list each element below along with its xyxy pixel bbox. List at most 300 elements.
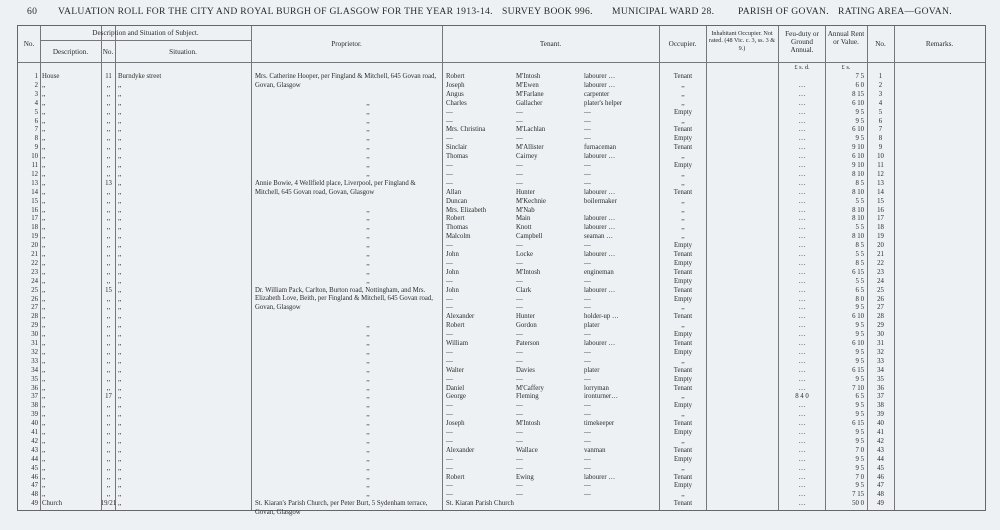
row-tenant-surname: Wallace [516, 446, 538, 454]
row-proprietor: ,, [366, 153, 370, 161]
col-description-group: Description and Situation of Subject. [92, 29, 199, 37]
row-feu-duty: … [798, 411, 806, 419]
row-no: 4 [34, 99, 38, 107]
row-occupier: ,, [681, 233, 685, 241]
row-feu-duty: … [798, 188, 806, 196]
row-tenant-surname: — [516, 357, 523, 365]
row-tenant-occupation: plater [584, 322, 600, 330]
row-tenant-occupation: — [584, 135, 591, 143]
row-tenant-surname: — [516, 162, 523, 169]
row-proprietor: ,, [366, 366, 370, 374]
row-no: 12 [31, 170, 38, 178]
row-no-right: 26 [877, 295, 884, 303]
row-feu-duty: … [798, 162, 806, 169]
row-tenant-first: — [446, 348, 453, 356]
row-tenant-surname: Cairney [516, 153, 538, 161]
survey-book: SURVEY BOOK 996. [502, 6, 593, 17]
row-no-right: 30 [877, 331, 884, 339]
row-occupier: Empty [673, 162, 693, 169]
row-tenant-first: — [446, 331, 453, 339]
row-situation: ,, [118, 402, 122, 410]
row-situation: ,, [118, 348, 122, 356]
row-tenant-surname: — [516, 170, 523, 178]
row-description: ,, [42, 322, 46, 330]
row-tenant-occupation: labourer … [584, 215, 616, 223]
row-number: ,, [106, 340, 111, 347]
row-no-right: 42 [877, 437, 884, 445]
row-no-right: 36 [877, 384, 884, 392]
row-proprietor: ,, [366, 215, 370, 223]
row-feu-duty: … [798, 331, 806, 339]
row-proprietor: ,, [366, 473, 370, 481]
row-number: ,, [106, 446, 111, 454]
row-tenant-occupation: — [584, 437, 591, 445]
row-number: ,, [106, 402, 111, 410]
row-annual-rent: 9 5 [855, 375, 864, 383]
row-description: ,, [42, 402, 46, 410]
row-situation: ,, [118, 286, 122, 294]
row-number: ,, [106, 108, 111, 116]
parish: PARISH OF GOVAN. [738, 6, 829, 17]
row-annual-rent: 7 0 [855, 473, 864, 481]
row-proprietor: ,, [366, 162, 370, 169]
row-occupier: Empty [673, 108, 693, 116]
row-tenant-first: St. Kiaran Parish Church [446, 500, 514, 508]
row-tenant-first: — [446, 402, 453, 410]
row-number: ,, [106, 277, 111, 285]
row-tenant-surname: M'Lachlan [516, 126, 546, 134]
row-tenant-surname: — [516, 411, 523, 419]
row-tenant-surname: Gordon [516, 322, 537, 330]
row-feu-duty: … [798, 304, 806, 312]
row-description: ,, [42, 259, 46, 267]
row-no-right: 18 [877, 224, 884, 232]
row-feu-duty: … [798, 81, 806, 89]
row-no-right: 15 [877, 197, 884, 205]
row-occupier: ,, [681, 437, 685, 445]
row-description: ,, [42, 242, 46, 250]
row-number: ,, [106, 90, 111, 98]
row-no-right: 39 [877, 411, 884, 419]
col-description: Description. [52, 48, 89, 56]
row-tenant-surname: — [516, 375, 523, 383]
row-number: ,, [106, 162, 111, 169]
row-no: 7 [34, 126, 38, 134]
row-tenant-surname: Clark [516, 286, 532, 294]
row-annual-rent: 5 5 [855, 197, 864, 205]
row-feu-duty: … [798, 153, 806, 161]
row-tenant-occupation: — [584, 455, 591, 463]
col-inhabitant: Inhabitant Occupier. Not rated. (48 Vic. c. 3, ss. 3 & 9.) [708, 30, 776, 52]
row-description: ,, [42, 375, 46, 383]
row-situation: ,, [118, 375, 122, 383]
row-no: 33 [31, 357, 38, 365]
col-annual-rent: Annual Rent or Value. [827, 30, 865, 46]
row-tenant-surname: — [516, 402, 523, 410]
row-number: ,, [106, 259, 111, 267]
row-description: ,, [42, 224, 46, 232]
row-no-right: 24 [877, 277, 884, 285]
row-situation: ,, [118, 420, 122, 428]
row-situation: ,, [118, 108, 122, 116]
col-remarks: Remarks. [925, 40, 954, 48]
row-situation: ,, [118, 268, 122, 276]
row-occupier: ,, [681, 464, 685, 472]
row-occupier: Tenant [673, 446, 693, 454]
row-occupier: Empty [673, 259, 693, 267]
row-annual-rent: 9 5 [855, 322, 864, 330]
row-annual-rent: 6 10 [852, 99, 864, 107]
row-feu-duty: … [798, 90, 806, 98]
row-feu-duty: … [798, 420, 806, 428]
row-tenant-occupation: — [584, 108, 591, 116]
row-occupier: ,, [681, 170, 685, 178]
row-no: 36 [31, 384, 38, 392]
row-tenant-first: — [446, 135, 453, 143]
row-no: 45 [31, 464, 38, 472]
row-description: ,, [42, 251, 46, 258]
row-no-right: 27 [877, 304, 884, 312]
row-proprietor: ,, [366, 126, 370, 134]
row-proprietor: ,, [366, 393, 370, 401]
row-description: ,, [42, 357, 46, 365]
row-no: 39 [31, 411, 38, 419]
row-tenant-first: Charles [446, 99, 467, 107]
row-description: ,, [42, 215, 46, 223]
row-tenant-first: John [446, 268, 459, 276]
row-annual-rent: 9 5 [855, 331, 864, 339]
row-number: ,, [106, 491, 111, 499]
row-occupier: Tenant [673, 73, 693, 80]
row-tenant-surname: M'Intosh [516, 420, 541, 428]
row-no-right: 2 [878, 81, 883, 89]
row-no: 28 [31, 313, 38, 321]
row-situation: ,, [118, 170, 122, 178]
row-situation: ,, [118, 162, 122, 169]
row-tenant-surname: — [516, 348, 523, 356]
row-tenant-surname: M'Nab [516, 206, 535, 214]
row-proprietor: ,, [366, 322, 370, 330]
row-situation: ,, [118, 179, 122, 187]
row-occupier: ,, [681, 99, 685, 107]
row-number: ,, [106, 153, 111, 161]
row-tenant-surname: M'Intosh [516, 73, 541, 80]
row-no: 13 [31, 179, 38, 187]
row-proprietor: ,, [366, 437, 370, 445]
row-number: 11 [105, 73, 112, 80]
row-description: ,, [42, 286, 46, 294]
row-situation: ,, [118, 411, 122, 419]
row-feu-duty: … [798, 482, 806, 490]
row-tenant-first: — [446, 179, 453, 187]
row-description: ,, [42, 126, 46, 134]
row-annual-rent: 8 10 [852, 170, 864, 178]
row-description: House [42, 73, 60, 80]
row-proprietor: ,, [366, 251, 370, 258]
row-tenant-first: Angus [446, 90, 464, 98]
row-annual-rent: 7 0 [855, 446, 864, 454]
row-occupier: ,, [681, 393, 685, 401]
proprietor-entry: St. Kiaran's Parish Church, per Peter Burt, 5 Sydenham terrace, Govan, Glasgow [255, 500, 428, 516]
row-tenant-occupation: labourer … [584, 224, 616, 232]
row-situation: ,, [118, 393, 122, 401]
row-number: ,, [106, 197, 111, 205]
row-description: ,, [42, 233, 46, 241]
row-number: 19/21 [100, 500, 117, 508]
row-tenant-occupation: lorryman [584, 384, 609, 392]
row-tenant-first: — [446, 259, 453, 267]
row-number: ,, [106, 135, 111, 143]
row-occupier: Empty [673, 295, 693, 303]
row-tenant-occupation: labourer … [584, 153, 616, 161]
row-annual-rent: 9 5 [855, 135, 864, 143]
col-proprietor: Proprietor. [331, 40, 362, 48]
row-situation: ,, [118, 251, 122, 258]
row-tenant-occupation: — [584, 375, 591, 383]
row-occupier: ,, [681, 153, 685, 161]
row-annual-rent: 6 0 [855, 81, 864, 89]
row-feu-duty: … [798, 135, 806, 143]
row-annual-rent: 6 5 [855, 393, 864, 401]
row-tenant-surname: — [516, 429, 523, 436]
row-occupier: Empty [673, 348, 693, 356]
row-proprietor: ,, [366, 348, 370, 356]
row-feu-duty: … [798, 259, 806, 267]
row-tenant-surname: — [516, 491, 523, 499]
row-tenant-first: — [446, 437, 453, 445]
row-number: ,, [106, 375, 111, 383]
row-no: 2 [34, 81, 38, 89]
row-feu-duty: … [798, 268, 806, 276]
row-feu-duty: … [798, 277, 806, 285]
row-annual-rent: 50 0 [852, 500, 864, 508]
valuation-table [17, 25, 986, 516]
row-tenant-occupation: labourer … [584, 473, 616, 481]
row-description: ,, [42, 206, 46, 214]
row-tenant-occupation: — [584, 464, 591, 472]
row-no-right: 1 [878, 73, 883, 80]
row-annual-rent: 9 5 [855, 348, 864, 356]
row-number: ,, [106, 126, 111, 134]
col-tenant: Tenant. [539, 40, 562, 48]
row-no: 42 [31, 437, 38, 445]
row-number: ,, [106, 224, 111, 232]
row-tenant-first: Joseph [446, 420, 465, 428]
row-situation: ,, [118, 446, 122, 454]
row-no-right: 4 [878, 99, 883, 107]
row-situation: ,, [118, 117, 122, 125]
row-no: 3 [34, 90, 38, 98]
row-feu-duty: … [798, 117, 806, 125]
proprietor-entry: Annie Bowie, 4 Wellfield place, Liverpool, per Fingland & Mitchell, 645 Govan road, Govan, Glasgow [255, 179, 416, 196]
row-tenant-occupation: — [584, 348, 591, 356]
row-occupier: Empty [673, 331, 693, 339]
row-no: 25 [31, 286, 38, 294]
row-number: ,, [106, 420, 111, 428]
row-tenant-occupation: — [584, 331, 591, 339]
row-tenant-occupation: — [584, 402, 591, 410]
row-no-right: 11 [877, 162, 884, 169]
row-tenant-first: Robert [446, 215, 465, 223]
row-occupier: Empty [673, 375, 693, 383]
row-feu-duty: … [798, 126, 806, 134]
row-tenant-surname: M'Intosh [516, 268, 541, 276]
row-feu-duty: … [798, 348, 806, 356]
row-number: ,, [106, 242, 111, 250]
row-annual-rent: 8 0 [855, 295, 864, 303]
col-situation: Situation. [169, 48, 197, 56]
row-proprietor: ,, [366, 340, 370, 347]
row-no: 49 [31, 500, 38, 508]
row-situation: ,, [118, 357, 122, 365]
row-annual-rent: 9 5 [855, 357, 864, 365]
row-tenant-surname: Locke [516, 251, 533, 258]
page-number: 60 [27, 6, 38, 17]
row-proprietor: ,, [366, 268, 370, 276]
row-no: 40 [31, 420, 38, 428]
row-no: 26 [31, 295, 38, 303]
row-no: 41 [31, 429, 38, 436]
row-situation: ,, [118, 90, 122, 98]
row-occupier: Tenant [673, 366, 693, 374]
row-situation: ,, [118, 304, 122, 312]
row-no: 37 [31, 393, 38, 401]
row-number: ,, [106, 251, 111, 258]
row-tenant-first: — [446, 482, 453, 490]
row-tenant-surname: — [516, 331, 523, 339]
row-situation: ,, [118, 277, 122, 285]
row-tenant-first: William [446, 340, 469, 347]
row-number: ,, [106, 313, 111, 321]
row-no-right: 46 [877, 473, 884, 481]
col-feu-units: £ s. d. [794, 64, 810, 71]
row-tenant-surname: M'Allister [516, 144, 544, 152]
row-occupier: Empty [673, 429, 693, 436]
row-tenant-surname: M'Kechnie [516, 197, 546, 205]
row-description: ,, [42, 117, 46, 125]
row-description: ,, [42, 446, 46, 454]
row-proprietor: ,, [366, 446, 370, 454]
row-proprietor: ,, [366, 357, 370, 365]
row-number: ,, [106, 304, 111, 312]
row-tenant-surname: Davies [516, 366, 535, 374]
row-number: ,, [106, 233, 111, 241]
row-description: ,, [42, 304, 46, 312]
row-number: ,, [106, 188, 111, 196]
row-situation: ,, [118, 437, 122, 445]
row-occupier: Tenant [673, 384, 693, 392]
row-proprietor: ,, [366, 402, 370, 410]
row-no-right: 34 [877, 366, 884, 374]
row-description: ,, [42, 384, 46, 392]
row-no: 22 [31, 259, 38, 267]
row-no: 46 [31, 473, 38, 481]
row-occupier: Empty [673, 135, 693, 143]
row-tenant-occupation: vanman [584, 446, 606, 454]
row-tenant-surname: Fleming [516, 393, 539, 401]
row-occupier: Empty [673, 455, 693, 463]
row-proprietor: ,, [366, 224, 370, 232]
row-occupier: ,, [681, 357, 685, 365]
row-no-right: 6 [878, 117, 883, 125]
row-occupier: Empty [673, 482, 693, 490]
row-feu-duty: … [798, 251, 806, 258]
row-occupier: Tenant [673, 144, 693, 152]
row-tenant-occupation: ironturner… [584, 393, 618, 401]
row-tenant-first: Robert [446, 322, 465, 330]
row-tenant-first: Alexander [446, 446, 475, 454]
row-number: ,, [106, 215, 111, 223]
row-no: 6 [34, 117, 38, 125]
row-tenant-occupation: labourer … [584, 340, 616, 347]
row-no-right: 32 [877, 348, 884, 356]
row-proprietor: ,, [366, 170, 370, 178]
row-tenant-first: Duncan [446, 197, 468, 205]
row-tenant-occupation: — [584, 491, 591, 499]
row-number: ,, [106, 295, 111, 303]
row-tenant-surname: M'Caffery [516, 384, 544, 392]
row-occupier: Tenant [673, 340, 693, 347]
row-tenant-occupation: — [584, 429, 591, 436]
row-occupier: ,, [681, 206, 685, 214]
row-no: 15 [31, 197, 38, 205]
row-tenant-first: Malcolm [446, 233, 471, 241]
row-feu-duty: … [798, 446, 806, 454]
row-tenant-surname: — [516, 304, 523, 312]
municipal-ward: MUNICIPAL WARD 28. [612, 6, 715, 17]
row-no: 8 [34, 135, 38, 143]
row-no-right: 37 [877, 393, 884, 401]
row-description: ,, [42, 197, 46, 205]
row-occupier: Tenant [673, 188, 693, 196]
row-tenant-surname: — [516, 455, 523, 463]
row-proprietor: ,, [366, 455, 370, 463]
row-no-right: 25 [877, 286, 884, 294]
row-proprietor: ,, [366, 99, 370, 107]
row-number: ,, [106, 384, 111, 392]
row-no: 20 [31, 242, 38, 250]
row-tenant-first: — [446, 108, 453, 116]
row-no: 48 [31, 491, 38, 499]
row-number: ,, [106, 437, 111, 445]
row-situation: ,, [118, 81, 122, 89]
row-no: 19 [31, 233, 38, 241]
row-tenant-first: Allan [446, 188, 462, 196]
row-tenant-first: John [446, 286, 459, 294]
row-proprietor: ,, [366, 242, 370, 250]
row-no: 1 [34, 73, 38, 80]
row-tenant-surname: Gallacher [516, 99, 543, 107]
row-number: ,, [106, 331, 111, 339]
row-occupier: ,, [681, 117, 685, 125]
row-no-right: 13 [877, 179, 884, 187]
row-no: 43 [31, 446, 38, 454]
row-no-right: 47 [877, 482, 884, 490]
row-no: 9 [34, 144, 38, 152]
row-tenant-occupation: labourer … [584, 81, 616, 89]
row-proprietor: ,, [366, 384, 370, 392]
row-description: ,, [42, 188, 46, 196]
row-feu-duty: … [798, 206, 806, 214]
row-number: ,, [106, 429, 111, 436]
row-situation: ,, [118, 206, 122, 214]
row-tenant-surname: — [516, 108, 523, 116]
row-tenant-surname: M'Ewen [516, 81, 539, 89]
row-tenant-occupation: — [584, 162, 591, 169]
row-occupier: Tenant [673, 268, 693, 276]
row-no-right: 22 [877, 259, 884, 267]
row-number: ,, [106, 348, 111, 356]
